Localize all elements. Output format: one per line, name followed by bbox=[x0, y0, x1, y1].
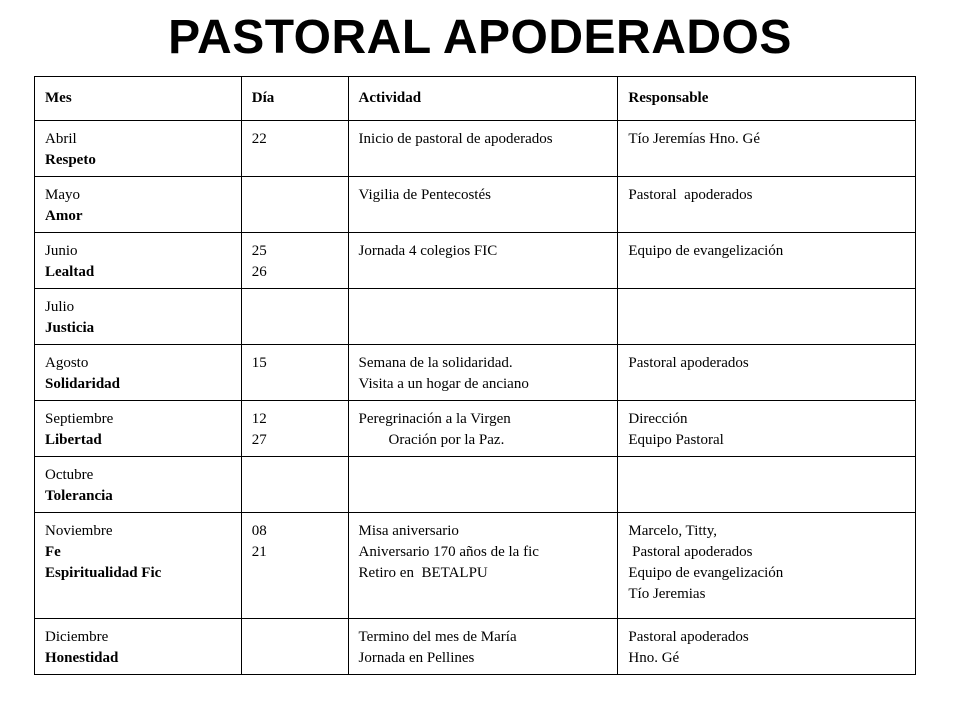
responsible-text: Equipo de evangelización bbox=[628, 243, 784, 259]
day-text: 27 bbox=[251, 432, 267, 448]
value-label: Justicia bbox=[45, 320, 95, 336]
cell-responsable bbox=[618, 121, 916, 177]
cell-responsable bbox=[618, 289, 916, 345]
month-label: Septiembre bbox=[45, 411, 114, 427]
cell-mes bbox=[35, 513, 242, 619]
month-label: Julio bbox=[45, 299, 75, 315]
activity-text: Jornada en Pellines bbox=[358, 650, 475, 666]
cell-actividad bbox=[348, 121, 618, 177]
month-label: Octubre bbox=[45, 467, 94, 483]
cell-dia bbox=[241, 513, 348, 619]
activity-text: Visita a un hogar de anciano bbox=[358, 376, 529, 392]
cell-mes bbox=[35, 177, 242, 233]
cell-mes bbox=[35, 619, 242, 675]
responsible-text: Equipo de evangelización bbox=[628, 565, 784, 581]
value-label: Libertad bbox=[45, 432, 102, 448]
activity-text: Vigilia de Pentecostés bbox=[358, 187, 491, 203]
value-label: Honestidad bbox=[45, 650, 119, 666]
cell-dia bbox=[241, 345, 348, 401]
responsible-text: Tío Jeremias bbox=[628, 586, 706, 602]
cell-mes bbox=[35, 345, 242, 401]
cell-responsable bbox=[618, 619, 916, 675]
cell-mes bbox=[35, 233, 242, 289]
schedule-table bbox=[34, 76, 916, 675]
cell-responsable bbox=[618, 457, 916, 513]
month-label: Mayo bbox=[45, 187, 80, 203]
cell-dia bbox=[241, 177, 348, 233]
responsible-text: Pastoral apoderados bbox=[628, 355, 749, 371]
month-label: Junio bbox=[45, 243, 78, 259]
cell-dia bbox=[241, 457, 348, 513]
value-label: Fe bbox=[45, 544, 61, 560]
cell-actividad bbox=[348, 513, 618, 619]
table-row bbox=[35, 457, 916, 513]
header-actividad: Actividad bbox=[348, 77, 618, 121]
table-body bbox=[35, 121, 916, 675]
cell-mes bbox=[35, 289, 242, 345]
month-label: Agosto bbox=[45, 355, 89, 371]
cell-dia bbox=[241, 121, 348, 177]
cell-dia bbox=[241, 233, 348, 289]
activity-text: Retiro en BETALPU bbox=[358, 565, 488, 581]
page-title: PASTORAL APODERADOS bbox=[168, 11, 792, 64]
cell-responsable bbox=[618, 233, 916, 289]
cell-dia bbox=[241, 401, 348, 457]
cell-responsable bbox=[618, 401, 916, 457]
value-label: Lealtad bbox=[45, 264, 95, 280]
cell-responsable bbox=[618, 513, 916, 619]
table-row bbox=[35, 121, 916, 177]
cell-actividad bbox=[348, 457, 618, 513]
activity-text: Jornada 4 colegios FIC bbox=[358, 243, 498, 259]
activity-text: Peregrinación a la Virgen bbox=[358, 411, 511, 427]
activity-text: Termino del mes de María bbox=[358, 629, 517, 645]
day-text: 22 bbox=[251, 131, 267, 147]
value-label: Amor bbox=[45, 208, 83, 224]
responsible-text: Pastoral apoderados bbox=[628, 544, 753, 560]
month-label: Noviembre bbox=[45, 523, 113, 539]
table-row bbox=[35, 401, 916, 457]
cell-mes bbox=[35, 121, 242, 177]
responsible-text: Equipo Pastoral bbox=[628, 432, 724, 448]
day-text: 26 bbox=[251, 264, 267, 280]
responsible-text: Dirección bbox=[628, 411, 688, 427]
month-label: Diciembre bbox=[45, 629, 109, 645]
table-header-row bbox=[35, 77, 916, 121]
day-text: 25 bbox=[251, 243, 267, 259]
cell-actividad bbox=[348, 401, 618, 457]
activity-text: Inicio de pastoral de apoderados bbox=[358, 131, 553, 147]
day-text: 21 bbox=[251, 544, 267, 560]
responsible-text: Pastoral apoderados bbox=[628, 187, 753, 203]
header-mes: Mes bbox=[35, 77, 242, 121]
value-label: Solidaridad bbox=[45, 376, 121, 392]
day-text: 08 bbox=[251, 523, 267, 539]
cell-mes bbox=[35, 457, 242, 513]
value-label: Tolerancia bbox=[45, 488, 113, 504]
cell-actividad bbox=[348, 233, 618, 289]
table-row bbox=[35, 233, 916, 289]
header-responsable: Responsable bbox=[618, 77, 916, 121]
cell-responsable bbox=[618, 345, 916, 401]
cell-actividad bbox=[348, 289, 618, 345]
responsible-text: Hno. Gé bbox=[628, 650, 680, 666]
activity-text: Misa aniversario bbox=[358, 523, 459, 539]
responsible-text: Marcelo, Titty, bbox=[628, 523, 717, 539]
cell-actividad bbox=[348, 345, 618, 401]
table-row bbox=[35, 619, 916, 675]
cell-responsable bbox=[618, 177, 916, 233]
day-text: 12 bbox=[251, 411, 267, 427]
activity-text: Semana de la solidaridad. bbox=[358, 355, 513, 371]
table-row bbox=[35, 513, 916, 619]
cell-dia bbox=[241, 289, 348, 345]
value-label: Espiritualidad Fic bbox=[45, 565, 162, 581]
responsible-text: Tío Jeremías Hno. Gé bbox=[628, 131, 760, 147]
day-text: 15 bbox=[251, 355, 267, 371]
table-row bbox=[35, 177, 916, 233]
cell-mes bbox=[35, 401, 242, 457]
value-label: Respeto bbox=[45, 152, 96, 168]
responsible-text: Pastoral apoderados bbox=[628, 629, 749, 645]
cell-actividad bbox=[348, 619, 618, 675]
activity-text: Oración por la Paz. bbox=[358, 432, 505, 448]
cell-actividad bbox=[348, 177, 618, 233]
month-label: Abril bbox=[45, 131, 77, 147]
table-row bbox=[35, 289, 916, 345]
cell-dia bbox=[241, 619, 348, 675]
table-row bbox=[35, 345, 916, 401]
activity-text: Aniversario 170 años de la fic bbox=[358, 544, 539, 560]
header-dia: Día bbox=[241, 77, 348, 121]
